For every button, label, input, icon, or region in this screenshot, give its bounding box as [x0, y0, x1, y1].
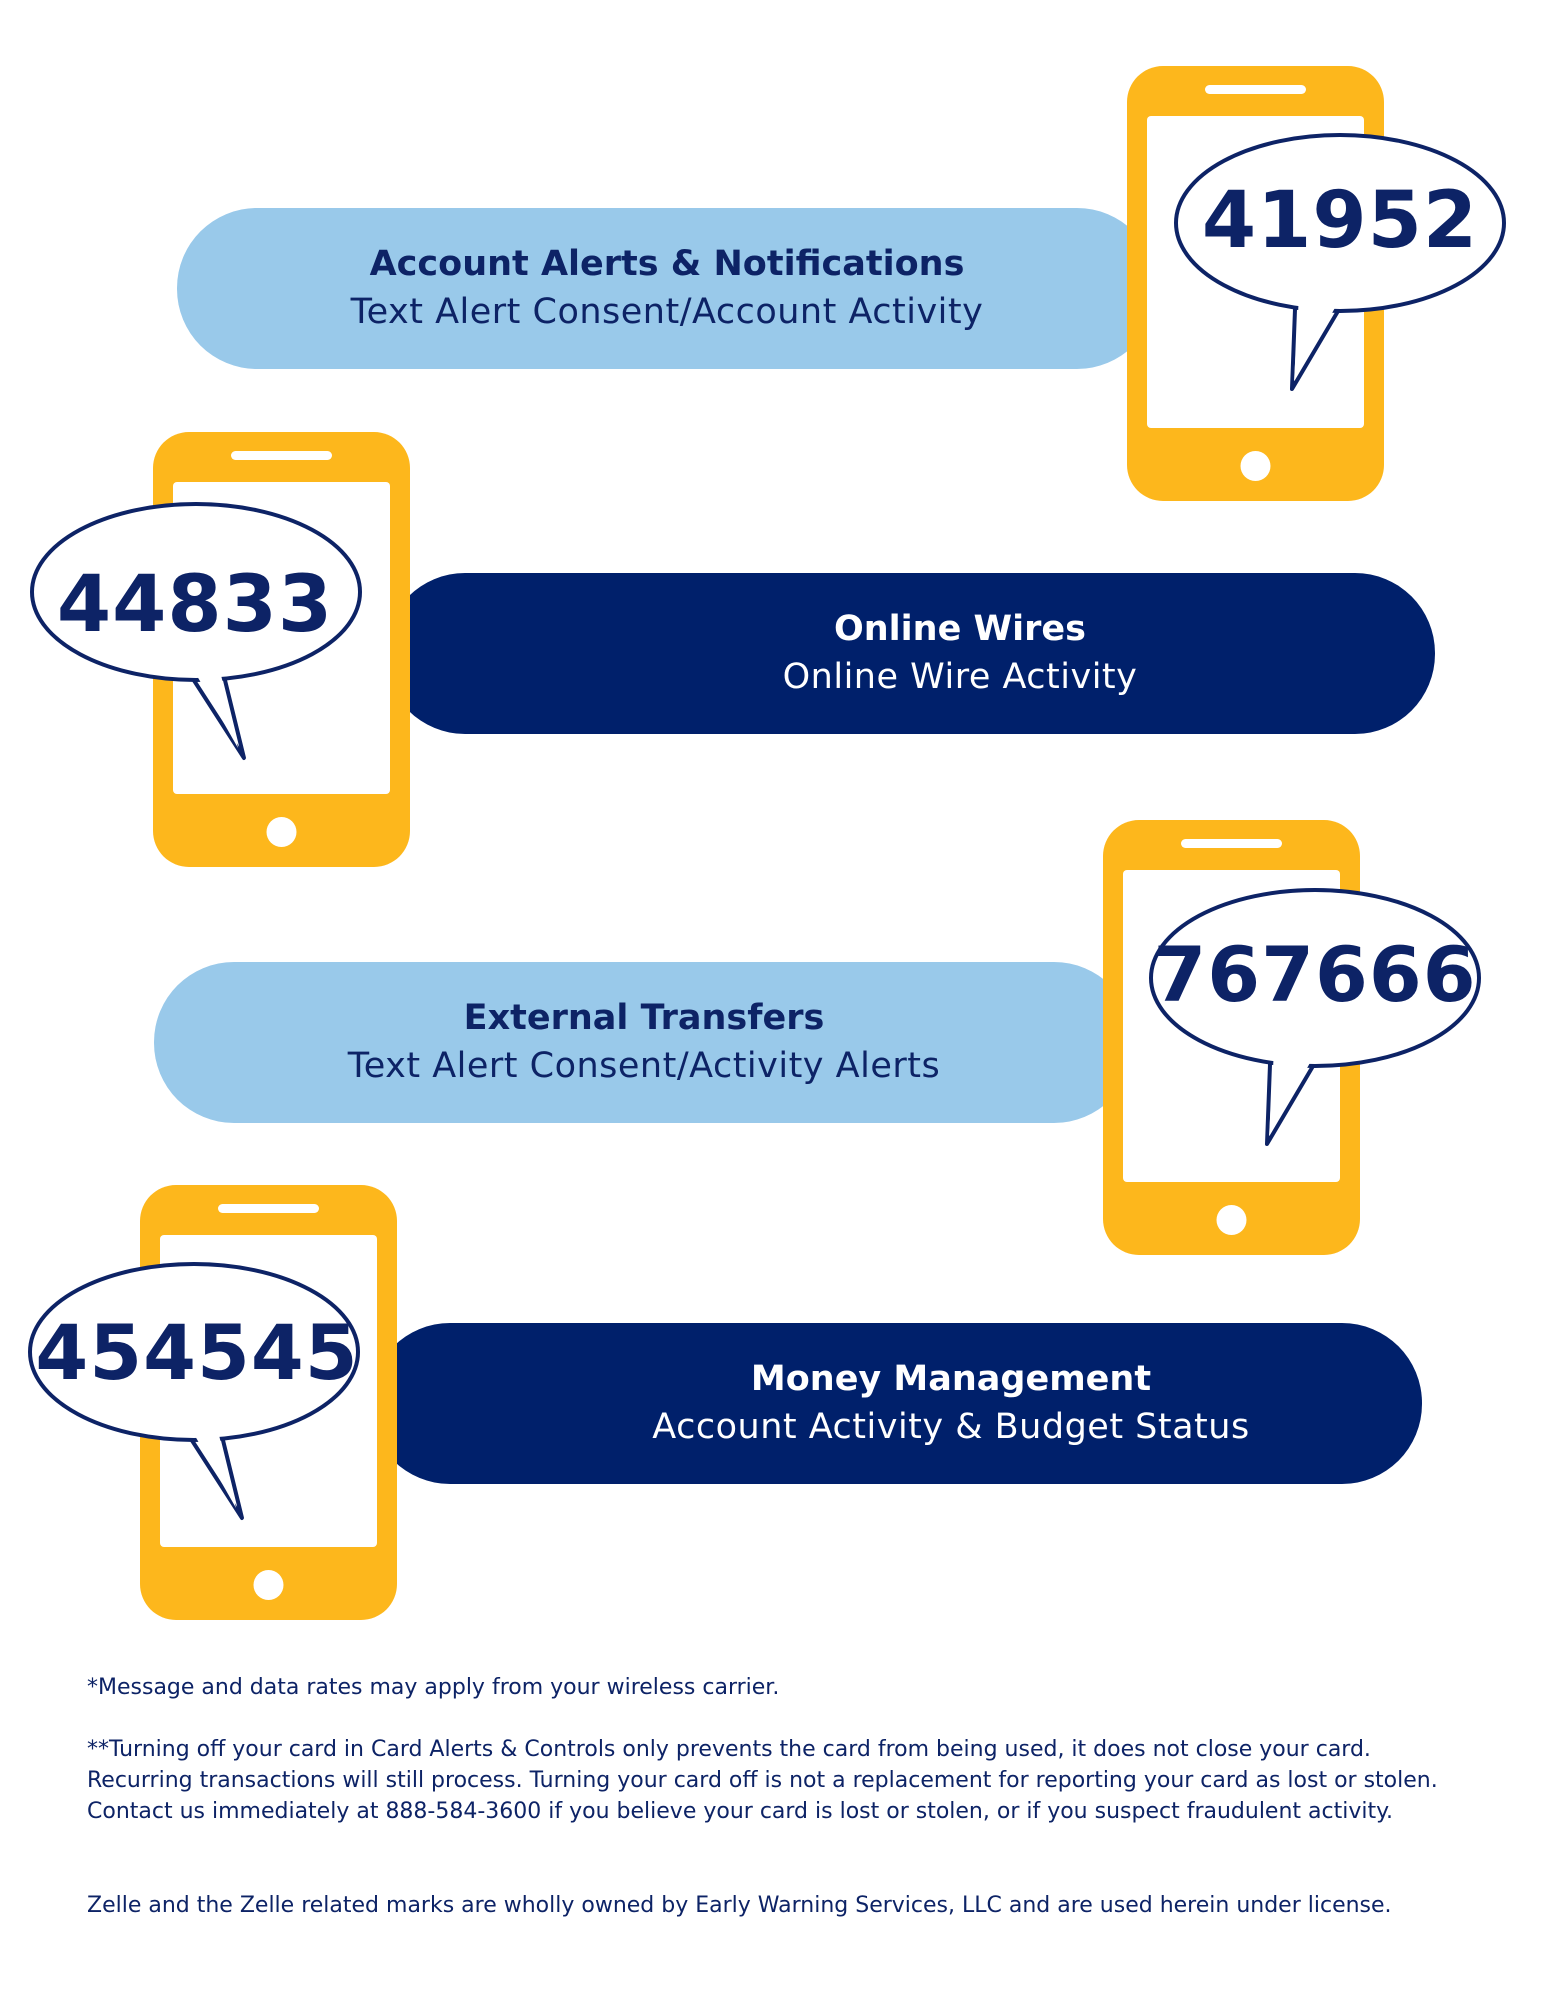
- bar-title: Online Wires: [834, 608, 1086, 649]
- short-code: 767666: [1153, 930, 1477, 1019]
- footer-note-card-controls: **Turning off your card in Card Alerts & Controls only prevents the card from being used, it does not close your card. Recurring transactions will still process. Turning your card off is not a replacement for reporting your card as lost or stolen. Contact us immediately at 888-584-3600 if you believe your card is lost or stolen, or if you suspect fraudulent activity.: [87, 1737, 1438, 1824]
- bar-subtitle: Online Wire Activity: [782, 656, 1138, 697]
- bar-title: Money Management: [750, 1358, 1152, 1399]
- footer-notes: [87, 1734, 1467, 1827]
- footer-notes: [87, 1890, 1467, 1921]
- short-code: 454545: [35, 1308, 359, 1397]
- bar-title: External Transfers: [463, 997, 825, 1038]
- footer-notes: [87, 1672, 1467, 1703]
- footer-note-rates: *Message and data rates may apply from your wireless carrier.: [87, 1675, 780, 1700]
- bar-account-alerts: [177, 208, 1157, 369]
- short-code: 41952: [1201, 176, 1479, 266]
- bar-money-management: [370, 1323, 1422, 1484]
- short-code: 44833: [56, 560, 334, 650]
- bar-external-transfers: [154, 962, 1134, 1123]
- bar-subtitle: Text Alert Consent/Account Activity: [350, 291, 984, 332]
- bar-title: Account Alerts & Notifications: [369, 243, 965, 284]
- bar-subtitle: Account Activity & Budget Status: [652, 1406, 1250, 1447]
- bar-subtitle: Text Alert Consent/Activity Alerts: [347, 1045, 941, 1086]
- footer-note-zelle: Zelle and the Zelle related marks are wholly owned by Early Warning Services, LLC and are used herein under license.: [87, 1893, 1392, 1918]
- bar-online-wires: [385, 573, 1435, 734]
